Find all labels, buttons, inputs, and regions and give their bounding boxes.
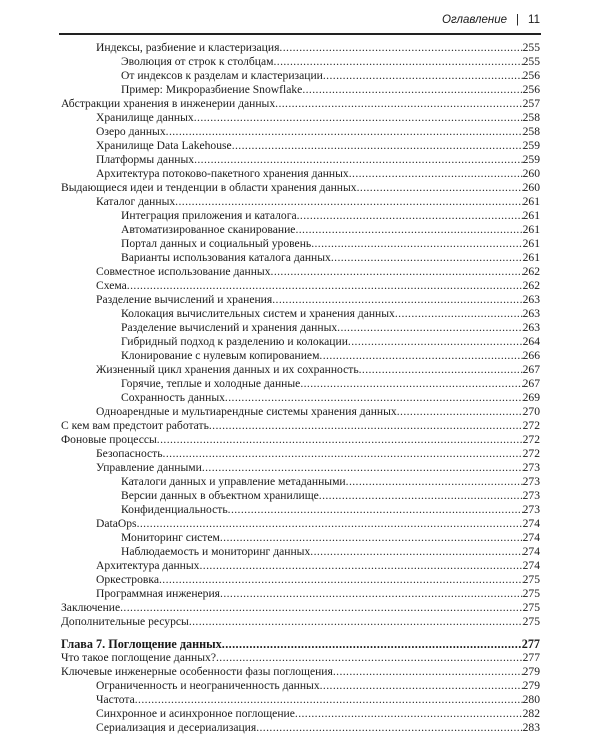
- toc-entry-page: 255: [522, 55, 540, 68]
- dot-leader: [271, 265, 523, 279]
- toc-entry-page: 275: [522, 601, 540, 614]
- dot-leader: [135, 693, 523, 707]
- toc-entry-page: 261: [522, 209, 540, 222]
- toc-entry-page: 262: [522, 279, 540, 292]
- toc-entry[interactable]: [61, 69, 540, 83]
- toc-entry-title: Платформы данных: [96, 153, 195, 166]
- dot-leader: [279, 41, 522, 55]
- toc-entry-title: Хранилище Data Lakehouse: [96, 139, 232, 152]
- dot-leader: [209, 419, 523, 433]
- dot-leader: [137, 517, 523, 531]
- toc-entry[interactable]: [61, 181, 540, 195]
- toc-entry-title: Глава 7. Поглощение данных: [61, 637, 222, 651]
- dot-leader: [194, 153, 523, 167]
- toc-entry-title: Оркестровка: [96, 573, 159, 586]
- toc-entry[interactable]: [61, 721, 540, 735]
- dot-leader: [397, 405, 523, 419]
- toc-entry-page: 259: [522, 139, 540, 152]
- toc-entry-title: Колокация вычислительных систем и хранения данных: [121, 307, 395, 320]
- toc-entry-page: 266: [522, 349, 540, 362]
- toc-entry-title: Хранилище данных: [96, 111, 194, 124]
- toc-entry[interactable]: [61, 601, 540, 615]
- toc-entry-title: Каталог данных: [96, 195, 176, 208]
- toc-entry[interactable]: [61, 153, 540, 167]
- dot-leader: [202, 461, 523, 475]
- toc-entry-title: Мониторинг систем: [121, 531, 220, 544]
- toc-entry[interactable]: [61, 307, 540, 321]
- toc-entry-title: Индексы, разбиение и кластеризация: [96, 41, 280, 54]
- toc-entry-title: Фоновые процессы: [61, 433, 157, 446]
- toc-entry-title: Пример: Микроразбиение Snowflake: [121, 83, 303, 96]
- dot-leader: [295, 223, 522, 237]
- dot-leader: [311, 237, 522, 251]
- toc-entry-title: Гибридный подход к разделению и колокации: [121, 335, 348, 348]
- toc-entry-page: 275: [522, 615, 540, 628]
- dot-leader: [189, 615, 523, 629]
- dot-leader: [273, 55, 522, 69]
- page-number: 11: [528, 14, 540, 26]
- toc-entry[interactable]: [61, 405, 540, 419]
- dot-leader: [300, 377, 522, 391]
- toc-entry-page: 267: [522, 377, 540, 390]
- toc-entry-title: Ключевые инженерные особенности фазы поглощения: [61, 665, 333, 678]
- running-header: [442, 14, 540, 26]
- dot-leader: [127, 279, 523, 293]
- dot-leader: [220, 587, 523, 601]
- toc-entry[interactable]: [61, 167, 540, 181]
- toc-entry-title: Архитектура данных: [96, 559, 200, 572]
- toc-entry-page: 263: [522, 293, 540, 306]
- toc-entry-page: 261: [522, 251, 540, 264]
- toc-entry[interactable]: [61, 83, 540, 97]
- dot-leader: [331, 251, 523, 265]
- dot-leader: [319, 489, 523, 503]
- toc-entry-page: 263: [522, 321, 540, 334]
- toc-entry-title: Ограниченность и неограниченность данных: [96, 679, 320, 692]
- dot-leader: [120, 601, 522, 615]
- toc-entry[interactable]: [61, 545, 540, 559]
- toc-entry-page: 277: [521, 637, 540, 651]
- toc-entry[interactable]: [61, 335, 540, 349]
- dot-leader: [297, 209, 523, 223]
- toc-entry[interactable]: [61, 615, 540, 629]
- toc-entry-title: От индексов к разделам и кластеризации: [121, 69, 323, 82]
- toc-entry-title: Озеро данных: [96, 125, 166, 138]
- toc-entry-page: 264: [522, 335, 540, 348]
- toc-entry-page: 274: [522, 545, 540, 558]
- toc-entry[interactable]: [61, 665, 540, 679]
- toc-entry-title: Заключение: [61, 601, 121, 614]
- toc-entry[interactable]: [61, 707, 540, 721]
- dot-leader: [323, 69, 523, 83]
- dot-leader: [159, 573, 523, 587]
- dot-leader: [175, 195, 522, 209]
- toc-entry[interactable]: [61, 209, 540, 223]
- dot-leader: [216, 651, 523, 665]
- dot-leader: [272, 293, 522, 307]
- toc-entry-title: Одноарендные и мультиарендные системы хранения данных: [96, 405, 397, 418]
- toc-entry-page: 256: [522, 69, 540, 82]
- toc-entry-page: 261: [522, 223, 540, 236]
- toc-entry-title: Сохранность данных: [121, 391, 225, 404]
- toc-entry-page: 277: [522, 651, 540, 664]
- toc-entry[interactable]: [61, 111, 540, 125]
- toc-entry-page: 273: [522, 461, 540, 474]
- toc-entry-title: Программная инженерия: [96, 587, 221, 600]
- toc-entry-page: 258: [522, 125, 540, 138]
- toc-entry[interactable]: [61, 55, 540, 69]
- toc-entry[interactable]: [61, 693, 540, 707]
- toc-entry-page: 273: [522, 475, 540, 488]
- toc-entry[interactable]: [61, 293, 540, 307]
- toc-entry[interactable]: [61, 517, 540, 531]
- toc-entry[interactable]: [61, 139, 540, 153]
- toc-entry-title: Эволюция от строк к столбцам: [121, 55, 274, 68]
- toc-chapter-entry[interactable]: [61, 637, 540, 651]
- toc-entry-title: Синхронное и асинхронное поглощение: [96, 707, 295, 720]
- toc-entry-title: Автоматизированное сканирование: [121, 223, 296, 236]
- toc-entry-title: Дополнительные ресурсы: [61, 615, 189, 628]
- toc-entry-page: 283: [522, 721, 540, 734]
- toc-entry-title: Клонирование с нулевым копированием: [121, 349, 320, 362]
- toc-entry-title: Интеграция приложения и каталога: [121, 209, 297, 222]
- toc-entry-title: Сериализация и десериализация: [96, 721, 257, 734]
- toc-entry[interactable]: [61, 391, 540, 405]
- dot-leader: [166, 125, 523, 139]
- toc-entry-page: 269: [522, 391, 540, 404]
- dot-leader: [310, 545, 522, 559]
- running-header-title: Оглавление: [442, 14, 508, 26]
- toc-entry[interactable]: [61, 573, 540, 587]
- toc-entry[interactable]: [61, 587, 540, 601]
- dot-leader: [357, 181, 523, 195]
- toc-entry[interactable]: [61, 223, 540, 237]
- toc-entry[interactable]: [61, 651, 540, 665]
- toc-entry-page: 260: [522, 181, 540, 194]
- toc-entry[interactable]: [61, 531, 540, 545]
- toc-entry-page: 261: [522, 237, 540, 250]
- toc-entry[interactable]: [61, 97, 540, 111]
- toc-entry-title: Разделение вычислений и хранения данных: [121, 321, 338, 334]
- toc-entry[interactable]: [61, 461, 540, 475]
- toc-entry-page: 258: [522, 111, 540, 124]
- toc-entry-page: 272: [522, 419, 540, 432]
- dot-leader: [359, 363, 523, 377]
- dot-leader: [256, 721, 522, 735]
- toc-entry-title: Горячие, теплые и холодные данные: [121, 377, 301, 390]
- toc-entry-title: Наблюдаемость и мониторинг данных: [121, 545, 311, 558]
- toc-entry-page: 282: [522, 707, 540, 720]
- toc-entry-title: Частота: [96, 693, 135, 706]
- toc-entry-page: 280: [522, 693, 540, 706]
- toc-entry[interactable]: [61, 125, 540, 139]
- dot-leader: [337, 321, 522, 335]
- dot-leader: [346, 475, 523, 489]
- dot-leader: [163, 447, 523, 461]
- toc-entry-title: Портал данных и социальный уровень: [121, 237, 312, 250]
- toc-entry[interactable]: [61, 503, 540, 517]
- toc-entry-title: Конфиденциальность: [121, 503, 228, 516]
- toc-entry-page: 272: [522, 433, 540, 446]
- dot-leader: [349, 167, 523, 181]
- toc-entry[interactable]: [61, 195, 540, 209]
- toc-entry[interactable]: [61, 489, 540, 503]
- toc-entry[interactable]: [61, 419, 540, 433]
- dot-leader: [194, 111, 523, 125]
- toc-entry-title: С кем вам предстоит работать: [61, 419, 209, 432]
- toc-entry-page: 255: [522, 41, 540, 54]
- dot-leader: [275, 97, 522, 111]
- toc-entry[interactable]: [61, 41, 540, 55]
- toc-entry-page: 267: [522, 363, 540, 376]
- table-of-contents: [61, 41, 540, 735]
- toc-entry-page: 279: [522, 665, 540, 678]
- toc-entry-title: Разделение вычислений и хранения: [96, 293, 273, 306]
- dot-leader: [222, 637, 522, 651]
- toc-entry-title: Совместное использование данных: [96, 265, 271, 278]
- toc-entry-page: 275: [522, 587, 540, 600]
- toc-entry-page: 270: [522, 405, 540, 418]
- toc-entry[interactable]: [61, 237, 540, 251]
- toc-entry-page: 257: [522, 97, 540, 110]
- toc-entry[interactable]: [61, 279, 540, 293]
- toc-entry-title: Абстракции хранения в инженерии данных: [61, 97, 276, 110]
- dot-leader: [395, 307, 523, 321]
- toc-entry-page: 261: [522, 195, 540, 208]
- dot-leader: [232, 139, 523, 153]
- dot-leader: [225, 391, 523, 405]
- toc-entry-page: 279: [522, 679, 540, 692]
- toc-entry-page: 259: [522, 153, 540, 166]
- toc-entry[interactable]: [61, 447, 540, 461]
- dot-leader: [320, 679, 523, 693]
- toc-entry-page: 274: [522, 517, 540, 530]
- toc-entry-title: Каталоги данных и управление метаданными: [121, 475, 346, 488]
- dot-leader: [348, 335, 523, 349]
- toc-entry[interactable]: [61, 265, 540, 279]
- toc-entry[interactable]: [61, 251, 540, 265]
- toc-entry-title: DataOps: [96, 517, 137, 530]
- toc-entry-page: 275: [522, 573, 540, 586]
- toc-entry-title: Архитектура потоково-пакетного хранения данных: [96, 167, 349, 180]
- dot-leader: [157, 433, 523, 447]
- toc-entry-title: Выдающиеся идеи и тенденции в области хранения данных: [61, 181, 357, 194]
- toc-entry-title: Версии данных в объектном хранилище: [121, 489, 319, 502]
- toc-entry-page: 256: [522, 83, 540, 96]
- toc-entry-title: Схема: [96, 279, 127, 292]
- dot-leader: [220, 531, 523, 545]
- toc-entry[interactable]: [61, 321, 540, 335]
- toc-entry[interactable]: [61, 433, 540, 447]
- dot-leader: [319, 349, 522, 363]
- toc-entry[interactable]: [61, 349, 540, 363]
- toc-entry[interactable]: [61, 377, 540, 391]
- toc-entry-page: 262: [522, 265, 540, 278]
- dot-leader: [228, 503, 523, 517]
- toc-entry-page: 273: [522, 503, 540, 516]
- toc-entry-title: Варианты использования каталога данных: [121, 251, 331, 264]
- dot-leader: [333, 665, 523, 679]
- toc-entry-title: Безопасность: [96, 447, 163, 460]
- toc-entry[interactable]: [61, 679, 540, 693]
- toc-entry-page: 273: [522, 489, 540, 502]
- toc-entry-page: 263: [522, 307, 540, 320]
- dot-leader: [302, 83, 522, 97]
- dot-leader: [199, 559, 522, 573]
- toc-entry-page: 260: [522, 167, 540, 180]
- toc-entry-title: Управление данными: [96, 461, 202, 474]
- toc-entry-title: Жизненный цикл хранения данных и их сохранность: [96, 363, 359, 376]
- dot-leader: [295, 707, 523, 721]
- toc-entry-page: 272: [522, 447, 540, 460]
- header-separator: |: [516, 14, 520, 26]
- toc-entry[interactable]: [61, 363, 540, 377]
- toc-entry[interactable]: [61, 475, 540, 489]
- toc-entry-page: 274: [522, 559, 540, 572]
- header-rule: [59, 33, 541, 35]
- toc-entry[interactable]: [61, 559, 540, 573]
- toc-entry-title: Что такое поглощение данных?: [61, 651, 216, 664]
- toc-entry-page: 274: [522, 531, 540, 544]
